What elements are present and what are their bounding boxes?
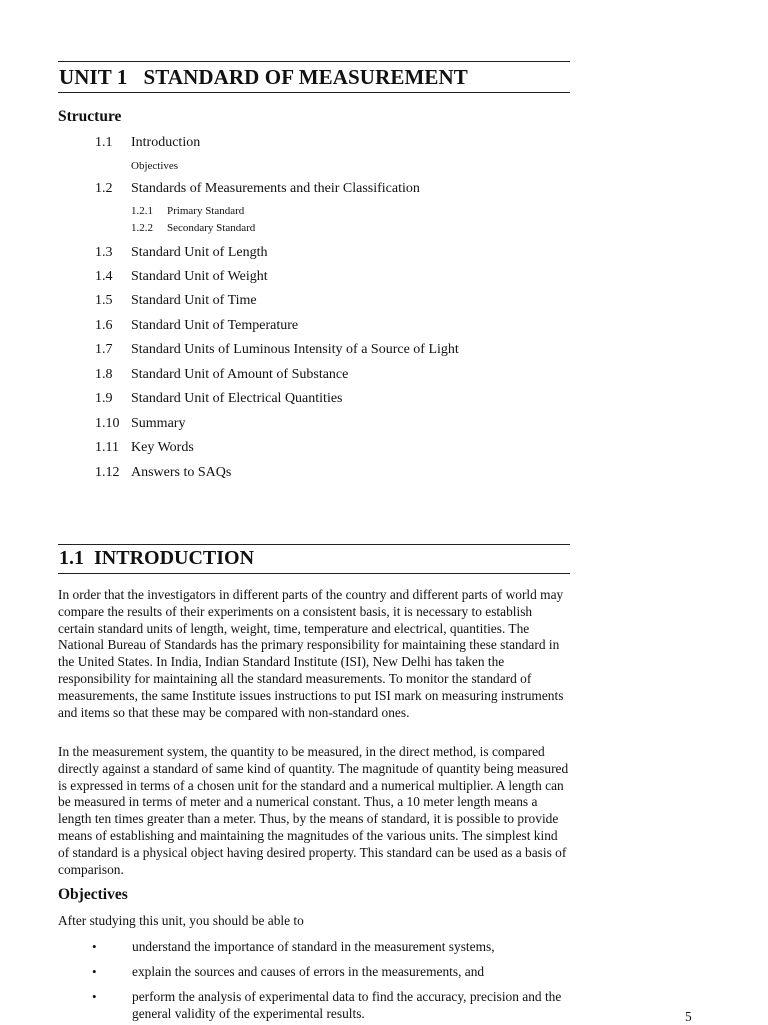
unit-header [58,61,570,93]
objectives-heading: Objectives [58,886,128,903]
toc-item-text: Introduction [131,135,201,150]
bullet-icon: • [92,964,97,979]
introduction-paragraph: In order that the investigators in different parts of the country and different parts of world may compare the results of their experiments on a consistent basis, it is necessary to establish certain standard units of length, weight, time, temperature and electrical, quantities. The National Bureau of Standards has the primary responsibility for maintaining these standard in the United States. In India, Indian Standard Institute (ISI), New Delhi has taken the responsibility for maintaining all the standard measurements. To monitor the standard of measurements, the same Institute issues instructions to put ISI mark on measuring instruments and items so that these may be compared with non-standard ones. [58,587,564,720]
introduction-paragraph: In the measurement system, the quantity to be measured, in the direct method, is compared directly against a standard of same kind of quantity. The magnitude of quantity being measured is expressed in terms of a chosen unit for the standard and a numerical multiplier. A length can be measured in terms of meter and a numerical constant. Thus, a 10 meter length means a length ten times greater than a meter. Thus, by the means of standard, it is possible to provide means of establishing and maintaining the magnitudes of the various units. The simplest kind of standard is a physical object having desired property. This standard can be used as a basis of comparison. [58,744,569,877]
toc-item-number: 1.10 [95,416,120,431]
toc-item-number: 1.2.1 [131,205,153,217]
toc-item-number: 1.3 [95,245,113,260]
toc-item-text: Standards of Measurements and their Classification [131,181,420,196]
toc-item-number: 1.9 [95,391,113,406]
toc-item-text: Standard Unit of Amount of Substance [131,367,349,382]
toc-item-text: Summary [131,416,186,431]
structure-heading: Structure [58,108,122,125]
toc-item-number: 1.1 [95,135,113,150]
toc-item-text: Key Words [131,440,194,455]
page-number: 5 [685,1009,692,1024]
bullet-icon: • [92,939,97,954]
toc-item-text: Standard Units of Luminous Intensity of a Source of Light [131,342,459,357]
toc-item-number: 1.12 [95,465,120,480]
objective-text: explain the sources and causes of errors in the measurements, and [132,964,485,979]
objective-text: perform the analysis of experimental data to find the accuracy, precision and the general validity of the experimental results. [132,989,562,1021]
toc-item-text: Standard Unit of Temperature [131,318,299,333]
toc-item-text: Standard Unit of Weight [131,269,268,284]
introduction-title: 1.1 INTRODUCTION [59,547,255,569]
toc-item-number: 1.2 [95,181,113,196]
objective-text: understand the importance of standard in the measurement systems, [132,939,495,954]
toc-item-number: 1.11 [95,440,119,455]
toc-item-text: Standard Unit of Time [131,293,257,308]
unit-title: UNIT 1 STANDARD OF MEASUREMENT [59,65,468,89]
toc-item-text: Answers to SAQs [131,465,232,480]
objectives-intro: After studying this unit, you should be able to [58,913,304,928]
toc-item-text: Standard Unit of Electrical Quantities [131,391,343,406]
toc-item-number: 1.8 [95,367,113,382]
toc-item-text: Secondary Standard [167,222,256,234]
toc-item-text: Standard Unit of Length [131,245,268,260]
toc-item-number: 1.7 [95,342,113,357]
toc-item-number: 1.6 [95,318,113,333]
toc-item-text: Primary Standard [167,205,245,217]
toc-item-number: 1.4 [95,269,113,284]
bullet-icon: • [92,989,97,1004]
toc-item-text: Objectives [131,160,179,172]
toc-item-number: 1.5 [95,293,113,308]
introduction-header [58,544,570,574]
toc-item-number: 1.2.2 [131,222,153,234]
